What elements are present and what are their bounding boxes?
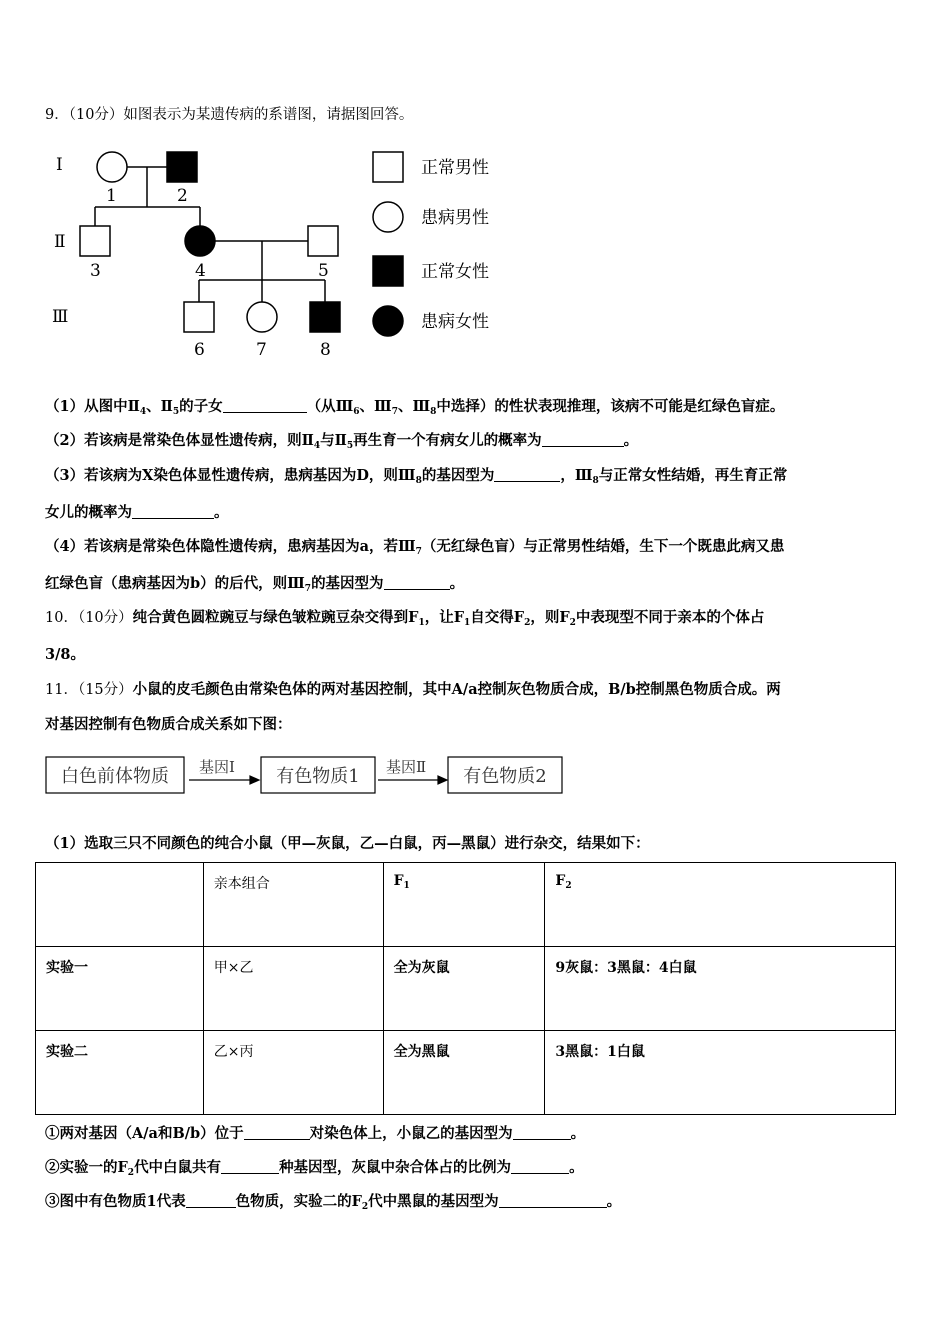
individual-8	[310, 302, 340, 332]
answer-blank[interactable]	[186, 1193, 236, 1208]
individual-label-1: 1	[106, 186, 117, 206]
q9-part3-line1: （3）若该病为X染色体显性遗传病，患病基因为D，则$Ⅲ_8$的基因型为 ，$Ⅲ_8$与正常女性结婚，再生育正常	[45, 467, 788, 486]
q9-part4-line1: （4）若该病是常染色体隐性遗传病，患病基因为a，若$Ⅲ_7$（无红绿色盲）与正常男性结婚，生下一个既患此病又患	[45, 538, 785, 557]
table-header-cell: $F_1$	[383, 863, 545, 947]
answer-blank[interactable]	[221, 1159, 279, 1174]
answer-blank[interactable]	[511, 1159, 569, 1174]
q11-item1: ①两对基因（A/a和B/b）位于 对染色体上，小鼠乙的基因型为 。	[45, 1125, 586, 1142]
answer-blank[interactable]	[384, 575, 450, 590]
q11-line2: 对基因控制有色物质合成关系如下图：	[45, 716, 292, 733]
individual-2	[167, 152, 197, 182]
synthesis-flow-diagram	[44, 752, 569, 800]
pedigree-diagram	[45, 140, 525, 370]
answer-blank[interactable]	[223, 398, 307, 413]
legend-label-affected-male: 患病男性	[421, 208, 489, 228]
flow-arrow-1-icon	[250, 776, 259, 784]
q10-line2: 3/8。	[45, 646, 85, 663]
legend-normal-female-symbol	[373, 256, 403, 286]
individual-label-3: 3	[90, 261, 101, 281]
flow-box1-label: 白色前体物质	[61, 766, 169, 787]
table-cell: 实验一	[36, 947, 204, 1031]
table-header-cell	[36, 863, 204, 947]
individual-7	[247, 302, 277, 332]
answer-blank[interactable]	[542, 432, 624, 447]
cross-results-table	[35, 862, 896, 1115]
q9-part2: （2）若该病是常染色体显性遗传病，则$Ⅱ_4$与$Ⅱ_5$再生育一个有病女儿的概率为 。	[45, 432, 639, 451]
q10-line1: 10．（10分）纯合黄色圆粒豌豆与绿色皱粒豌豆杂交得到$F_1$，让$F_1$自交得$F_2$，则$F_2$中表现型不同于亲本的个体占	[45, 609, 765, 628]
legend-normal-male-symbol	[373, 152, 403, 182]
q11-item3: ③图中有色物质1代表 色物质，实验二的$F_2$代中黑鼠的基因型为 。	[45, 1193, 622, 1212]
gen-label-2: Ⅱ	[54, 232, 66, 252]
individual-label-5: 5	[318, 261, 329, 281]
q9-part1: （1）从图中$Ⅱ_4$、$Ⅱ_5$的子女 （从$Ⅲ_6$、$Ⅲ_7$、$Ⅲ_8$中选择）的性状表现推理，该病不可能是红绿色盲症。	[45, 398, 785, 417]
individual-4	[185, 226, 215, 256]
table-cell: 实验二	[36, 1031, 204, 1115]
flow-arrow-2-icon	[438, 776, 447, 784]
individual-label-2: 2	[177, 186, 188, 206]
table-cell: 乙×丙	[203, 1031, 383, 1115]
q11-item2: ②实验一的$F_2$代中白鼠共有 种基因型，灰鼠中杂合体占的比例为 。	[45, 1159, 584, 1178]
flow-arrow1-label: 基因Ⅰ	[199, 758, 235, 776]
q11-line1: 11．（15分）小鼠的皮毛颜色由常染色体的两对基因控制，其中A/a控制灰色物质合成，B/b控制黑色物质合成。两	[45, 681, 781, 698]
individual-6	[184, 302, 214, 332]
table-cell: 9灰鼠：3黑鼠：4白鼠	[545, 947, 896, 1031]
answer-blank[interactable]	[513, 1125, 571, 1140]
gen-label-1: I	[56, 155, 63, 175]
flow-box3-label: 有色物质2	[463, 766, 547, 787]
table-row	[36, 1031, 896, 1115]
legend-label-normal-male: 正常男性	[421, 158, 489, 178]
individual-label-8: 8	[320, 340, 331, 360]
individual-1	[97, 152, 127, 182]
q9-part3-line2: 女儿的概率为 。	[45, 504, 229, 521]
individual-label-4: 4	[195, 261, 206, 281]
table-header-row	[36, 863, 896, 947]
individual-label-7: 7	[256, 340, 267, 360]
q11-part1: （1）选取三只不同颜色的纯合小鼠（甲—灰鼠，乙—白鼠，丙—黑鼠）进行杂交，结果如下：	[45, 835, 650, 852]
table-header-cell: 亲本组合	[203, 863, 383, 947]
legend-affected-male-symbol	[373, 202, 403, 232]
table-cell: 3黑鼠：1白鼠	[545, 1031, 896, 1115]
answer-blank[interactable]	[132, 504, 214, 519]
answer-blank[interactable]	[499, 1193, 607, 1208]
flow-box2-label: 有色物质1	[276, 766, 360, 787]
q9-stem: 9．（10分）如图表示为某遗传病的系谱图，请据图回答。	[45, 107, 414, 123]
table-header-cell: $F_2$	[545, 863, 896, 947]
individual-5	[308, 226, 338, 256]
individual-3	[80, 226, 110, 256]
table-cell: 甲×乙	[203, 947, 383, 1031]
gen-label-3: Ⅲ	[52, 307, 69, 327]
table-cell: 全为灰鼠	[383, 947, 545, 1031]
table-cell: 全为黑鼠	[383, 1031, 545, 1115]
flow-arrow2-label: 基因Ⅱ	[386, 758, 427, 776]
legend-label-normal-female: 正常女性	[421, 262, 489, 282]
answer-blank[interactable]	[244, 1125, 310, 1140]
legend-label-affected-female: 患病女性	[421, 312, 489, 332]
table-row	[36, 947, 896, 1031]
legend-affected-female-symbol	[373, 306, 403, 336]
q9-part4-line2: 红绿色盲（患病基因为b）的后代，则$Ⅲ_7$的基因型为 。	[45, 575, 465, 594]
individual-label-6: 6	[194, 340, 205, 360]
answer-blank[interactable]	[494, 467, 560, 482]
